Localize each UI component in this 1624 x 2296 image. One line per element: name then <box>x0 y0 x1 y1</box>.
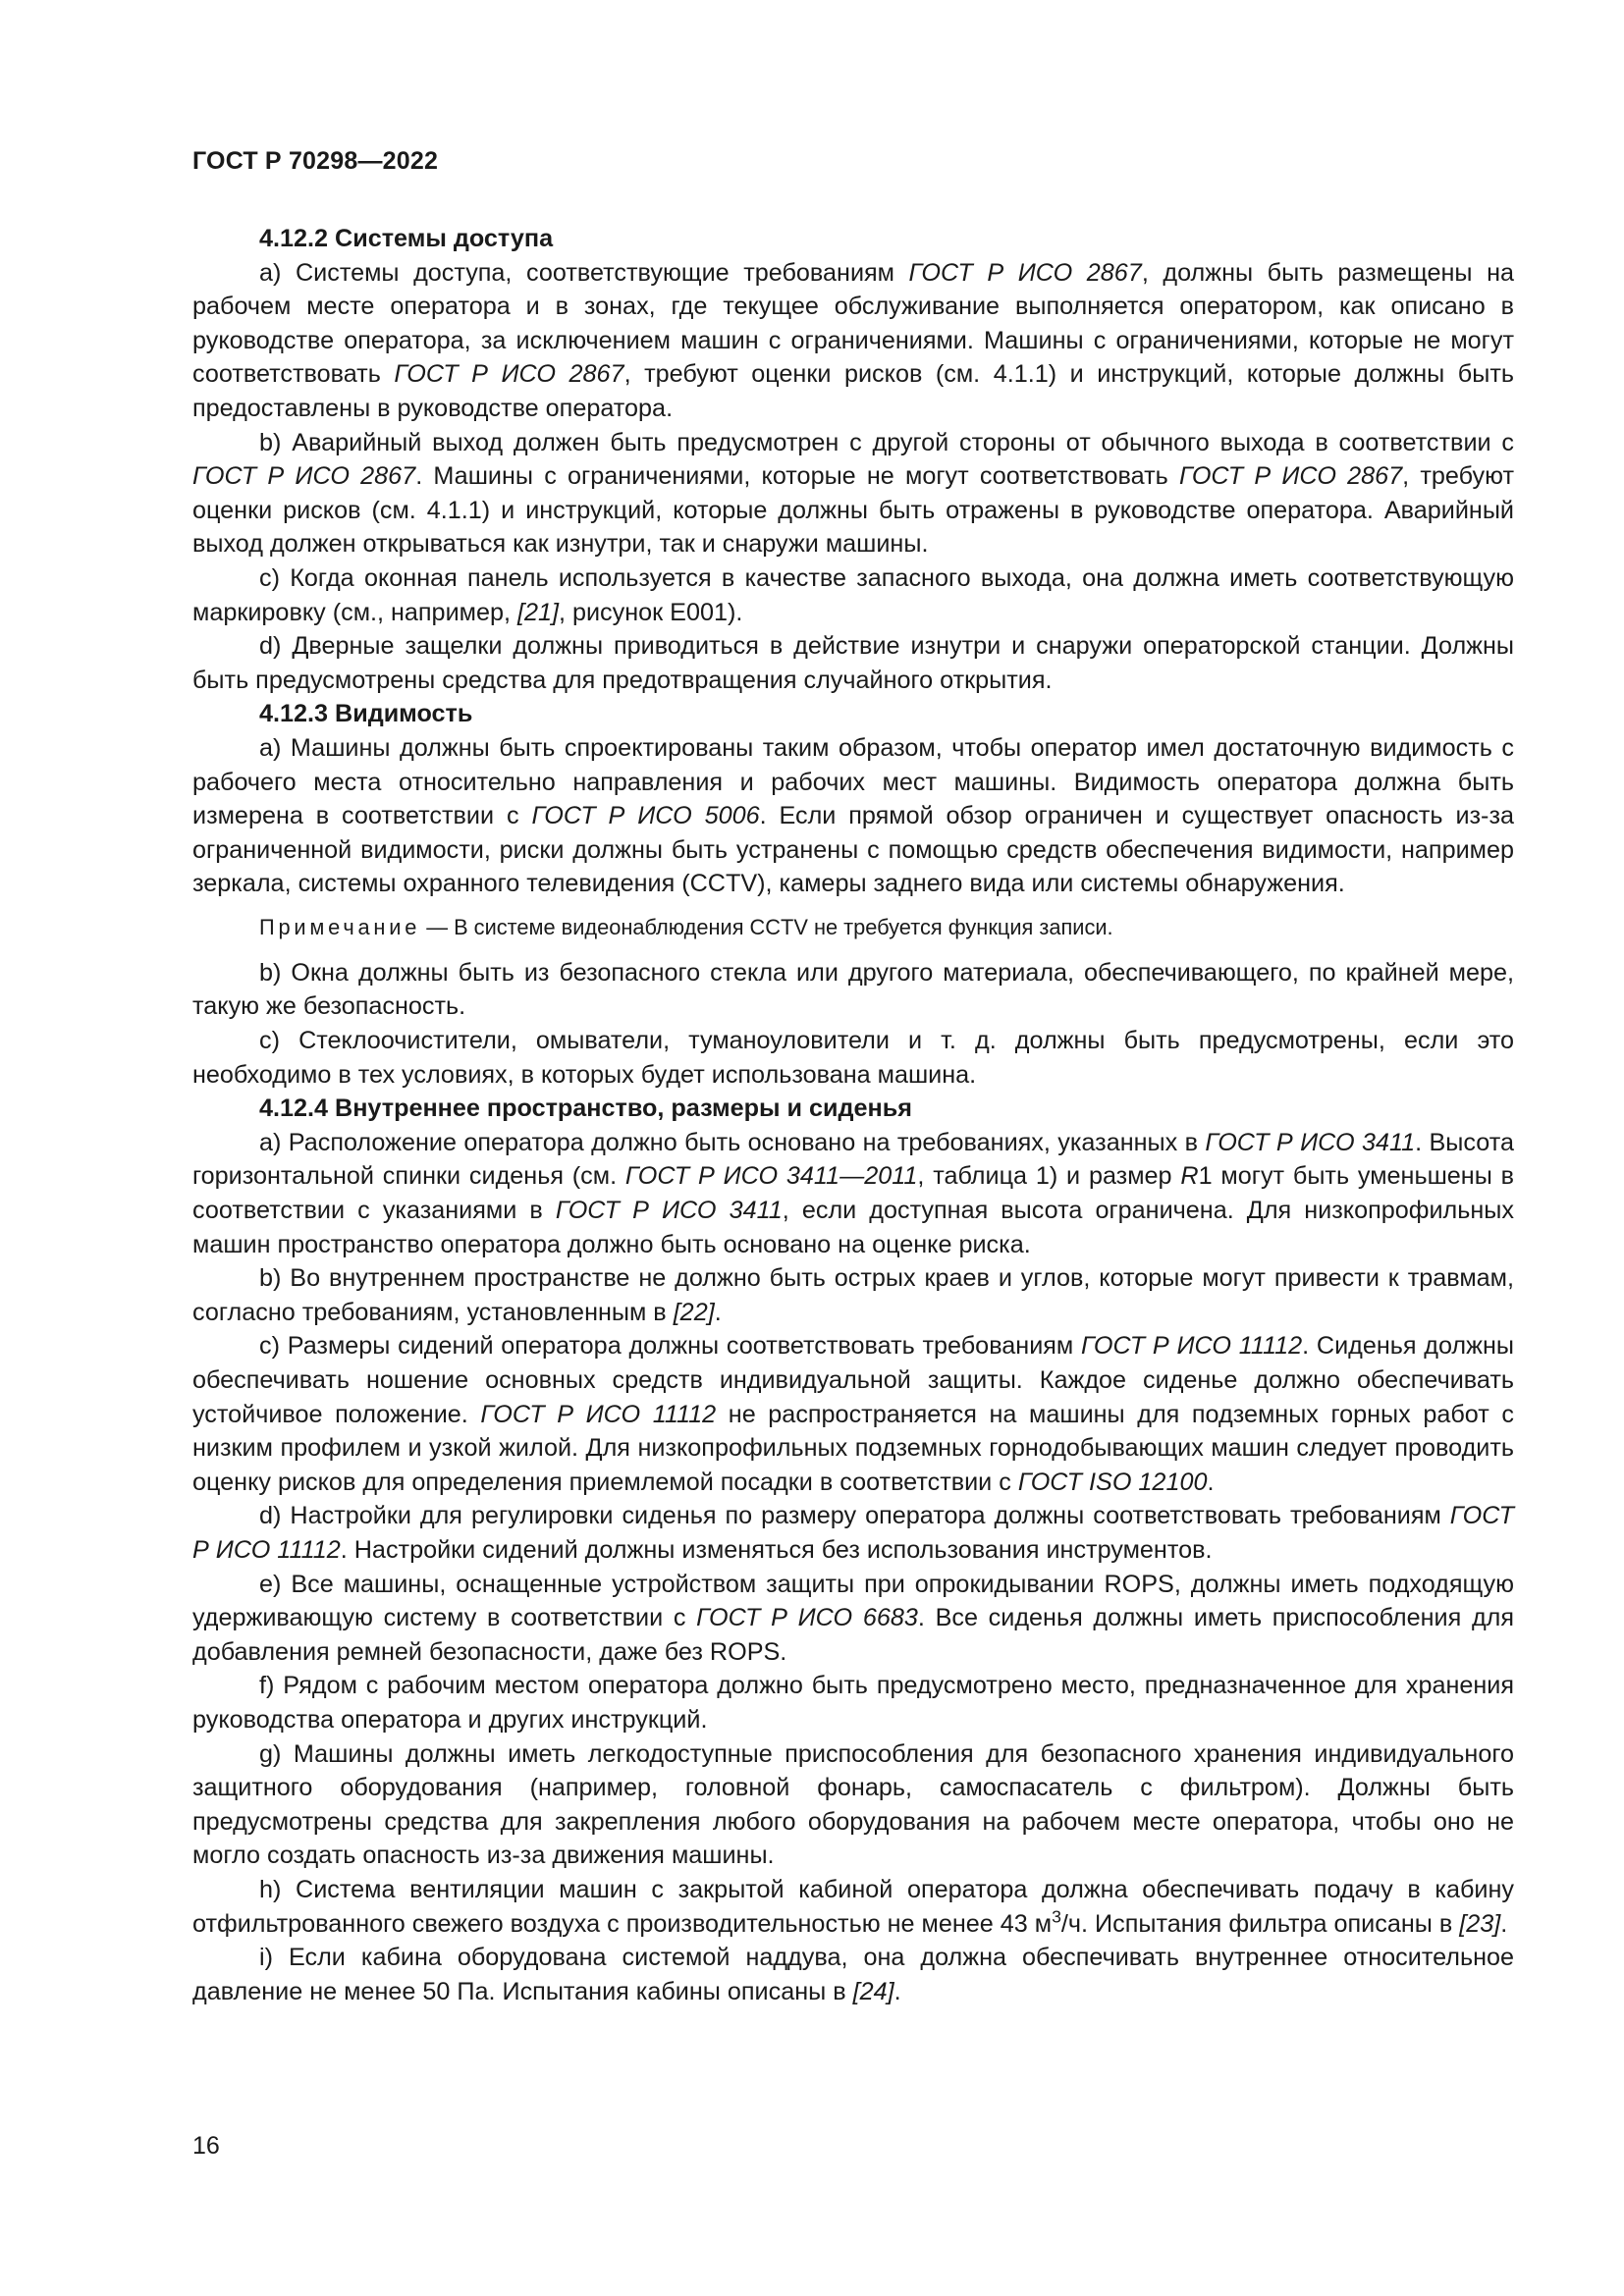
page-number: 16 <box>192 2132 220 2160</box>
standard-reference: ГОСТ Р ИСО 11112 <box>480 1400 717 1428</box>
standard-reference: ГОСТ Р ИСО 2867 <box>1178 462 1403 491</box>
standard-reference: ГОСТ Р ИСО 2867 <box>394 360 624 389</box>
superscript-cubic: 3 <box>1052 1906 1061 1927</box>
document-body <box>192 222 1514 2008</box>
paragraph-4-12-4-h: h) Система вентиляции машин с закрытой кабиной оператора должна обеспечивать подачу в кабину отфильтрованного свежего воздуха с производительностью не менее 43 $м^3/ч$. Испытания фильтра описаны в [23]. <box>192 1875 1514 1938</box>
standard-reference: ГОСТ Р ИСО 6683 <box>696 1604 918 1632</box>
paragraph-4-12-2-b: b) Аварийный выход должен быть предусмотрен с другой стороны от обычного выхода в соответствии с ГОСТ Р ИСО 2867. Машины с ограничениями, которые не могут соответствовать ГОСТ Р ИСО 2867, требуют оценки рисков (см. 4.1.1) и инструкций, которые должны быть отражены в руководстве оператора. Аварийный выход должен открываться как изнутри, так и снаружи машины. <box>192 428 1514 559</box>
bibliography-reference: [21] <box>516 598 559 626</box>
standard-reference: ГОСТ ISO 12100 <box>1017 1468 1208 1496</box>
standard-reference: ГОСТ Р ИСО 2867 <box>192 462 416 491</box>
paragraph-4-12-3-c: c) Стеклоочистители, омыватели, туманоуловители и т. д. должны быть предусмотрены, если это необходимо в тех условиях, в которых будет использована машина. <box>192 1027 1514 1089</box>
paragraph-4-12-2-c: c) Когда оконная панель используется в качестве запасного выхода, она должна иметь соответствующую маркировку (см., например, [21], рисунок Е001). <box>192 563 1514 626</box>
standard-reference: ГОСТ Р ИСО 3411—2011 <box>624 1162 918 1191</box>
note-text: — В системе видеонаблюдения CCTV не требуется функция записи. <box>420 914 1113 939</box>
paragraph-4-12-4-b: b) Во внутреннем пространстве не должно быть острых краев и углов, которые могут привести к травмам, согласно требованиям, установленным в [22]. <box>192 1264 1514 1326</box>
standard-reference: ГОСТ Р ИСО 11112 <box>192 1502 1514 1564</box>
note-cctv <box>192 913 1514 942</box>
paragraph-4-12-4-c: c) Размеры сидений оператора должны соответствовать требованиям ГОСТ Р ИСО 11112. Сиденья должны обеспечивать ношение основных средств индивидуальной защиты. Каждое сиденье должно обеспечивать устойчивое положение. ГОСТ Р ИСО 11112 не распространяется на машины для подземных горных работ с низким профилем и узкой жилой. Для низкопрофильных подземных горнодобывающих машин следует проводить оценку рисков для определения приемлемой посадки в соответствии с ГОСТ ISO 12100. <box>192 1332 1514 1496</box>
paragraph-4-12-3-a: a) Машины должны быть спроектированы таким образом, чтобы оператор имел достаточную видимость с рабочего места относительно направления и рабочих мест машины. Видимость оператора должна быть измерена в соответствии с ГОСТ Р ИСО 5006. Если прямой обзор ограничен и существует опасность из-за ограниченной видимости, риски должны быть устранены с помощью средств обеспечения видимости, например зеркала, системы охранного телевидения (CCTV), камеры заднего вида или системы обнаружения. <box>192 733 1515 898</box>
paragraph-4-12-3-b: b) Окна должны быть из безопасного стекла или другого материала, обеспечивающего, по крайней мере, такую же безопасность. <box>192 958 1514 1021</box>
paragraph-4-12-2-a: a) Системы доступа, соответствующие требованиям ГОСТ Р ИСО 2867, должны быть размещены на рабочем месте оператора и в зонах, где текущее обслуживание выполняется оператором, как описано в руководстве оператора, за исключением машин с ограничениями. Машины с ограничениями, которые не могут соответствовать ГОСТ Р ИСО 2867, требуют оценки рисков (см. 4.1.1) и инструкций, которые должны быть предоставлены в руководстве оператора. <box>192 258 1514 422</box>
standard-reference: ГОСТ Р ИСО 3411 <box>555 1197 783 1225</box>
paragraph-4-12-4-g: g) Машины должны иметь легкодоступные приспособления для безопасного хранения индивидуального защитного оборудования (например, головной фонарь, самоспасатель с фильтром). Должны быть предусмотрены средства для закрепления любого оборудования на рабочем месте оператора, чтобы оно не могло создать опасность из-за движения машины. <box>192 1739 1514 1870</box>
paragraph-4-12-4-f: f) Рядом с рабочим местом оператора должно быть предусмотрено место, предназначенное для хранения руководства оператора и других инструкций. <box>192 1672 1514 1734</box>
bibliography-reference: [22] <box>673 1298 715 1326</box>
paragraph-4-12-4-i: i) Если кабина оборудована системой наддува, она должна обеспечивать внутреннее относительное давление не менее 50 Па. Испытания кабины описаны в [24]. <box>192 1944 1514 2005</box>
paragraph-4-12-4-a: a) Расположение оператора должно быть основано на требованиях, указанных в ГОСТ Р ИСО 3411. Высота горизонтальной спинки сиденья (см. ГОСТ Р ИСО 3411—2011, таблица 1) и размер R1 могут быть уменьшены в соответствии с указаниями в ГОСТ Р ИСО 3411, если доступная высота ограничена. Для низкопрофильных машин пространство оператора должно быть основано на оценке риска. <box>192 1128 1515 1258</box>
standard-reference: ГОСТ Р ИСО 3411 <box>1205 1128 1416 1156</box>
paragraph-4-12-4-d: d) Настройки для регулировки сиденья по размеру оператора должны соответствовать требованиям ГОСТ Р ИСО 11112. Настройки сидений должны изменяться без использования инструментов. <box>192 1502 1514 1564</box>
standard-reference: ГОСТ Р ИСО 11112 <box>1080 1332 1303 1361</box>
note-label: Примечание <box>259 914 421 939</box>
dimension-symbol: R <box>1180 1162 1199 1191</box>
bibliography-reference: [23] <box>1459 1909 1501 1938</box>
section-heading-4-12-2: 4.12.2 Системы доступа <box>259 225 554 252</box>
section-heading-4-12-4: 4.12.4 Внутреннее пространство, размеры и сиденья <box>259 1095 912 1123</box>
standard-reference: ГОСТ Р ИСО 5006 <box>531 802 760 830</box>
paragraph-4-12-4-e: e) Все машины, оснащенные устройством защиты при опрокидывании ROPS, должны иметь подходящую удерживающую систему в соответствии с ГОСТ Р ИСО 6683. Все сиденья должны иметь приспособления для добавления ремней безопасности, даже без ROPS. <box>192 1570 1514 1666</box>
document-code-header: ГОСТ Р 70298—2022 <box>192 147 439 175</box>
standard-reference: ГОСТ Р ИСО 2867 <box>908 258 1142 287</box>
paragraph-4-12-2-d: d) Дверные защелки должны приводиться в действие изнутри и снаружи операторской станции. Должны быть предусмотрены средства для предотвращения случайного открытия. <box>192 632 1514 694</box>
section-heading-4-12-3: 4.12.3 Видимость <box>259 700 473 728</box>
bibliography-reference: [24] <box>852 1977 894 2005</box>
